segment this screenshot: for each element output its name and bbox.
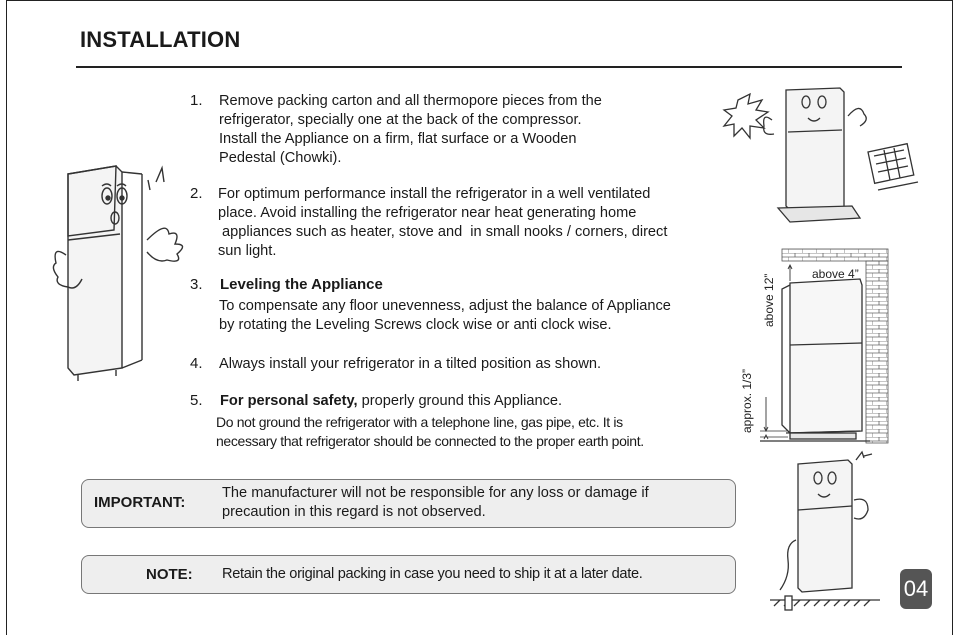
item-5-number: 5.: [190, 392, 203, 409]
dim-approx: approx. 1/3”: [740, 368, 754, 433]
item-2-line: appliances such as heater, stove and in small nooks / corners, direct: [218, 224, 668, 240]
important-line: The manufacturer will not be responsible for any loss or damage if: [222, 485, 649, 501]
item-3-heading: Leveling the Appliance: [220, 276, 383, 293]
fridge-mascot-illustration: [52, 160, 192, 385]
item-3-line: by rotating the Leveling Screws clock wise or anti clock wise.: [219, 317, 612, 333]
item-5-text: [216, 413, 644, 451]
important-box: [81, 479, 736, 528]
item-2-line: sun light.: [218, 243, 277, 259]
important-label: IMPORTANT:: [94, 494, 186, 511]
item-5-line: necessary that refrigerator should be connected to the proper earth point.: [216, 433, 644, 449]
item-5-bold-lead: For personal safety,: [220, 393, 358, 409]
item-5-lead: [220, 392, 562, 411]
important-line: precaution in this regard is not observed.: [222, 504, 486, 520]
title-rule: [76, 66, 902, 68]
grounding-illustration: [770, 450, 895, 615]
item-2-line: For optimum performance install the refrigerator in a well ventilated: [218, 186, 651, 202]
item-5-line: Do not ground the refrigerator with a telephone line, gas pipe, etc. It is: [216, 414, 623, 430]
dim-above-12: above 12”: [762, 273, 776, 327]
dim-above-4: above 4”: [812, 267, 859, 281]
page-title: INSTALLATION: [80, 27, 241, 52]
note-text: Retain the original packing in case you need to ship it at a later date.: [222, 566, 643, 582]
item-5-lead-rest: properly ground this Appliance.: [357, 393, 563, 409]
item-2-text: [218, 185, 667, 261]
note-label: NOTE:: [146, 566, 193, 583]
item-2-line: place. Avoid installing the refrigerator near heat generating home: [218, 205, 637, 221]
item-3-text: [219, 297, 671, 335]
important-text: [222, 484, 649, 522]
item-4-line: Always install your refrigerator in a tilted position as shown.: [219, 356, 602, 372]
item-1-line: Install the Appliance on a firm, flat surface or a Wooden: [219, 131, 577, 147]
page-number: 04: [900, 569, 932, 609]
item-1-line: Remove packing carton and all thermopore pieces from the: [219, 93, 602, 109]
note-box: [81, 555, 736, 594]
item-1-line: refrigerator, specially one at the back of the compressor.: [219, 112, 582, 128]
item-2-number: 2.: [190, 185, 203, 202]
item-3-number: 3.: [190, 276, 203, 293]
clearance-diagram: [740, 245, 895, 445]
item-4-text: [219, 355, 601, 374]
item-1-number: 1.: [190, 92, 203, 109]
heat-warning-illustration: [728, 80, 888, 230]
item-1-line: Pedestal (Chowki).: [219, 150, 342, 166]
item-4-number: 4.: [190, 355, 203, 372]
item-3-line: To compensate any floor unevenness, adjust the balance of Appliance: [219, 298, 671, 314]
item-1-text: [219, 92, 602, 168]
